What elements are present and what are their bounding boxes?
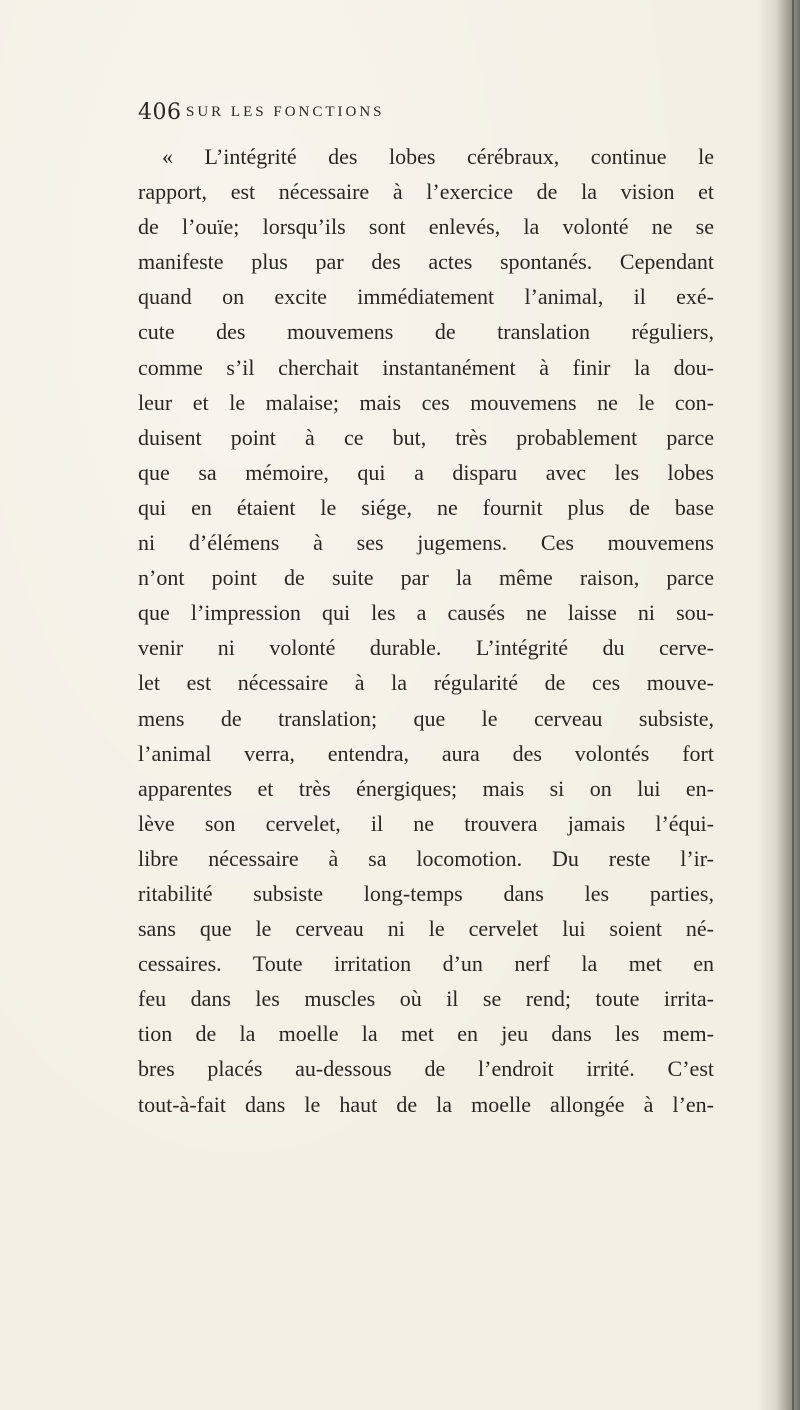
page-header [138, 100, 678, 134]
text-line: cute des mouvemens de translation réguliers, [138, 319, 714, 345]
text-line: leur et le malaise; mais ces mouvemens ne le con- [138, 389, 714, 415]
text-line: que sa mémoire, qui a disparu avec les lobes [138, 459, 714, 485]
page-number: 406 [138, 100, 182, 125]
text-line: tion de la moelle la met en jeu dans les mem- [138, 1021, 714, 1047]
text-line: apparentes et très énergiques; mais si on lui en- [138, 775, 714, 801]
page-edge [792, 0, 794, 1410]
text-line: feu dans les muscles où il se rend; toute irrita- [138, 986, 714, 1012]
text-line: tout-à-fait dans le haut de la moelle allongée à l’en- [138, 1091, 714, 1117]
text-line: mens de translation; que le cerveau subsiste, [138, 705, 714, 731]
text-line: lève son cervelet, il ne trouvera jamais l’équi- [138, 810, 714, 836]
text-line: manifeste plus par des actes spontanés. Cependant [138, 249, 714, 275]
text-line: quand on excite immédiatement l’animal, il exé- [138, 284, 714, 310]
text-line: l’animal verra, entendra, aura des volontés fort [138, 740, 714, 766]
body-text [138, 139, 714, 1122]
text-line: comme s’il cherchait instantanément à finir la dou- [138, 354, 714, 380]
text-line: sans que le cerveau ni le cervelet lui soient né- [138, 916, 714, 942]
text-line: qui en étaient le siége, ne fournit plus de base [138, 494, 714, 520]
text-line: ritabilité subsiste long-temps dans les parties, [138, 880, 714, 906]
text-line: rapport, est nécessaire à l’exercice de la vision et [138, 179, 714, 205]
text-line: duisent point à ce but, très probablement parce [138, 424, 714, 450]
text-line: « L’intégrité des lobes cérébraux, continue le [162, 144, 714, 169]
text-line: que l’impression qui les a causés ne laisse ni sou- [138, 600, 714, 626]
text-line: bres placés au-dessous de l’endroit irrité. C’est [138, 1056, 714, 1082]
text-line: de l’ouïe; lorsqu’ils sont enlevés, la volonté ne se [138, 214, 714, 240]
text-line: n’ont point de suite par la même raison, parce [138, 565, 714, 591]
text-line: ni d’élémens à ses jugemens. Ces mouvemens [138, 530, 714, 556]
text-line: venir ni volonté durable. L’intégrité du cerve- [138, 635, 714, 661]
text-line: libre nécessaire à sa locomotion. Du reste l’ir- [138, 845, 714, 871]
text-line: cessaires. Toute irritation d’un nerf la met en [138, 951, 714, 977]
text-line: let est nécessaire à la régularité de ces mouve- [138, 670, 714, 696]
running-head: SUR LES FONCTIONS [186, 104, 385, 120]
